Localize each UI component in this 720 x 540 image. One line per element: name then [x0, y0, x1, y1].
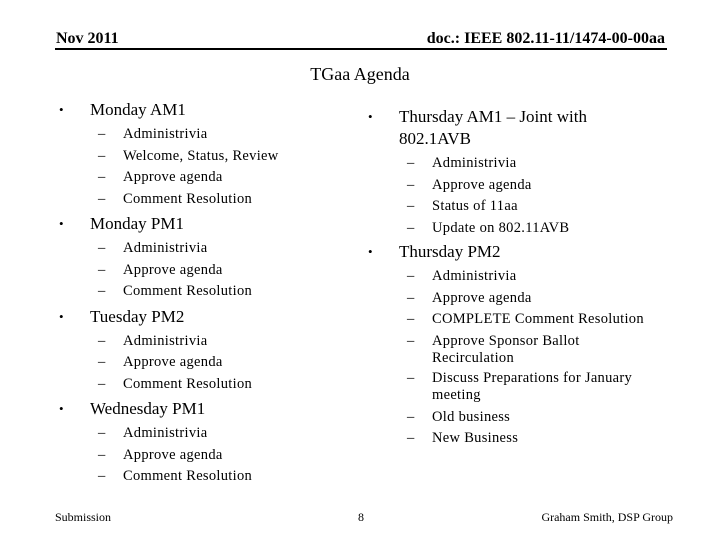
session-heading	[366, 241, 686, 263]
list-item-text: Administrivia	[123, 332, 208, 349]
agenda-session	[57, 306, 357, 396]
dash-glyph: –	[407, 268, 415, 284]
agenda-session	[366, 106, 686, 239]
dash-glyph: –	[98, 425, 106, 441]
left-agenda-column	[57, 99, 357, 490]
agenda-session	[366, 241, 686, 450]
list-item-text: Approve agenda	[432, 289, 532, 306]
list-item	[57, 352, 357, 374]
session-heading	[366, 106, 686, 150]
list-item-text: Old business	[432, 408, 511, 425]
bullet-glyph: •	[59, 308, 64, 324]
list-item	[57, 281, 357, 303]
list-item-text: Welcome, Status, Review	[123, 147, 279, 164]
list-item-text: Comment Resolution	[123, 375, 253, 392]
list-item	[366, 175, 686, 197]
dash-glyph: –	[98, 354, 106, 370]
session-heading-text: Monday AM1	[90, 100, 186, 119]
header-date: Nov 2011	[56, 30, 119, 47]
session-heading-text: Thursday PM2	[399, 242, 501, 261]
bullet-glyph: •	[368, 244, 373, 259]
list-item-text: Approve agenda	[123, 354, 223, 370]
agenda-session	[57, 99, 357, 210]
dash-glyph: –	[98, 375, 106, 392]
list-item-text: Administrivia	[123, 425, 208, 441]
footer-author: Graham Smith, DSP Group	[541, 510, 673, 524]
list-item-text: COMPLETE Comment Resolution	[432, 311, 644, 327]
list-item	[366, 309, 686, 331]
list-item	[57, 146, 357, 168]
dash-glyph: –	[98, 332, 106, 349]
session-heading-text-cont: 802.1AVB	[399, 129, 471, 148]
list-item-text: Status of 11aa	[432, 198, 518, 214]
list-item-text: Administrivia	[432, 268, 517, 284]
list-item-text: Administrivia	[123, 126, 208, 142]
session-heading	[57, 306, 357, 328]
list-item-text: Comment Resolution	[123, 283, 253, 299]
session-heading	[57, 213, 357, 235]
session-item-list	[57, 124, 357, 210]
list-item-text: New Business	[432, 430, 519, 446]
list-item	[57, 124, 357, 146]
dash-glyph: –	[407, 155, 415, 171]
dash-glyph: –	[407, 176, 415, 193]
list-item	[366, 288, 686, 310]
list-item-text: Administrivia	[432, 155, 517, 171]
list-item-text: Approve agenda	[432, 176, 532, 193]
bullet-glyph: •	[368, 109, 373, 124]
list-item	[57, 189, 357, 211]
list-item-text-cont: Recirculation	[432, 350, 515, 366]
list-item	[57, 260, 357, 282]
session-item-list	[57, 423, 357, 488]
dash-glyph: –	[407, 198, 415, 214]
session-item-list	[366, 266, 686, 450]
list-item	[57, 331, 357, 353]
list-item-text: Administrivia	[123, 240, 208, 256]
dash-glyph: –	[407, 430, 415, 446]
session-heading-text: Thursday AM1 – Joint with	[399, 107, 587, 126]
dash-glyph: –	[98, 147, 106, 164]
agenda-session	[57, 398, 357, 488]
dash-glyph: –	[98, 126, 106, 142]
list-item	[57, 466, 357, 488]
list-item-text-cont: meeting	[432, 387, 481, 403]
dash-glyph: –	[98, 283, 106, 299]
bullet-glyph: •	[59, 102, 64, 117]
dash-glyph: –	[407, 289, 415, 306]
list-item	[57, 423, 357, 445]
right-agenda-column	[366, 106, 686, 452]
dash-glyph: –	[407, 219, 415, 236]
session-heading-text: Wednesday PM1	[90, 399, 206, 418]
list-item	[366, 266, 686, 288]
bullet-glyph: •	[59, 401, 64, 416]
list-item	[366, 196, 686, 218]
session-heading-text: Tuesday PM2	[90, 306, 185, 326]
list-item	[57, 238, 357, 260]
dash-glyph: –	[98, 261, 106, 278]
dash-glyph: –	[98, 446, 106, 463]
list-item-text: Approve agenda	[123, 169, 223, 185]
session-item-list	[57, 331, 357, 396]
list-item	[366, 153, 686, 175]
bullet-glyph: •	[59, 216, 64, 231]
dash-glyph: –	[98, 190, 106, 207]
list-item-text: Comment Resolution	[123, 468, 253, 484]
footer-submission: Submission	[55, 510, 112, 524]
list-item	[57, 445, 357, 467]
dash-glyph: –	[407, 369, 415, 386]
dash-glyph: –	[407, 311, 415, 327]
agenda-session	[57, 213, 357, 303]
dash-glyph: –	[98, 240, 106, 256]
list-item-text: Comment Resolution	[123, 190, 253, 207]
dash-glyph: –	[98, 169, 106, 185]
dash-glyph: –	[98, 468, 106, 484]
session-heading-text: Monday PM1	[90, 214, 184, 233]
list-item	[366, 428, 686, 450]
list-item	[366, 333, 686, 368]
header-rule	[55, 48, 667, 50]
session-item-list	[366, 153, 686, 239]
footer-page-number: 8	[358, 510, 364, 524]
header-doc-id: doc.: IEEE 802.11-11/1474-00-00aa	[426, 30, 665, 47]
list-item-text: Update on 802.11AVB	[432, 219, 570, 236]
session-heading	[57, 99, 357, 121]
list-item-text: Approve agenda	[123, 261, 223, 278]
list-item	[366, 218, 686, 240]
session-item-list	[57, 238, 357, 303]
list-item-text: Approve agenda	[123, 446, 223, 463]
list-item	[366, 407, 686, 429]
list-item	[57, 167, 357, 189]
slide-title: TGaa Agenda	[310, 64, 410, 84]
dash-glyph: –	[407, 332, 415, 349]
dash-glyph: –	[407, 408, 415, 425]
list-item	[57, 374, 357, 396]
session-heading	[57, 398, 357, 420]
list-item-text: Approve Sponsor Ballot	[432, 332, 580, 349]
list-item-text: Discuss Preparations for January	[432, 369, 633, 386]
list-item	[366, 370, 686, 405]
